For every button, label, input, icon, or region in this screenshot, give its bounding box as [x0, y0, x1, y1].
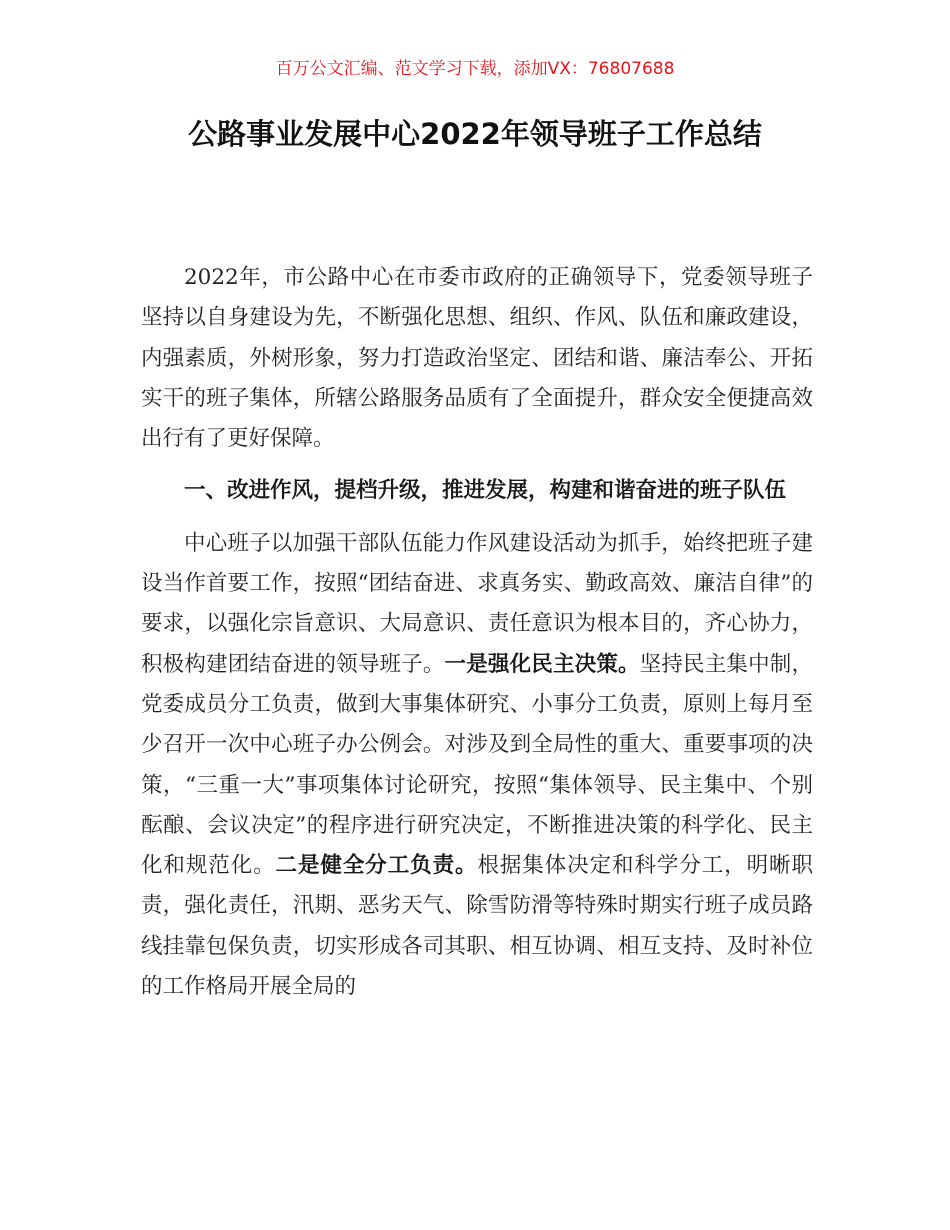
section-heading: 一、改进作风，提档升级，推进发展，构建和谐奋进的班子队伍 [184, 478, 787, 504]
section-intro-text: 中心班子以加强干部队伍能力作风建设活动为抓手，始终把班子建设当作首要工作，按照“团结奋进、求真务实、勤政高效、廉洁自律”的要求，以强化宗旨意识、大局意识、责任意识为根本目的，齐心协力，积极构建团结奋进的领导班子。 [141, 530, 813, 677]
point-one-lead: 一是强化民主决策。 [444, 651, 640, 677]
document-title: 公路事业发展中心2022年领导班子工作总结 [188, 117, 762, 151]
point-one-text: 坚持民主集中制，党委成员分工负责，做到大事集体研究、小事分工负责，原则上每月至少召开一次中心班子办公例会。对涉及到全局性的重大、重要事项的决策，“三重一大”事项集体讨论研究，按照“集体领导、民主集中、个别酝酿、会议决定”的程序进行研究决定，不断推进决策的科学化、民主化和规范化。 [141, 651, 813, 879]
intro-paragraph: 2022年，市公路中心在市委市政府的正确领导下，党委领导班子坚持以自身建设为先，不断强化思想、组织、作风、队伍和廉政建设，内强素质，外树形象，努力打造政治坚定、团结和谐、廉洁奉公、开拓实干的班子集体，所辖公路服务品质有了全面提升，群众安全便捷高效出行有了更好保障。 [141, 265, 813, 452]
document-body [141, 258, 813, 1007]
point-two-lead: 二是健全分工负责。 [275, 853, 478, 879]
section-paragraph [141, 524, 813, 1008]
promo-banner: 百万公文汇编、范文学习下载，添加VX：76807688 [275, 59, 675, 79]
point-two-text: 根据集体决定和科学分工，明晰职责，强化责任，汛期、恶劣天气、除雪防滑等特殊时期实行班子成员路线挂靠包保负责，切实形成各司其职、相互协调、相互支持、及时补位的工作格局开展全局的 [141, 853, 813, 1000]
